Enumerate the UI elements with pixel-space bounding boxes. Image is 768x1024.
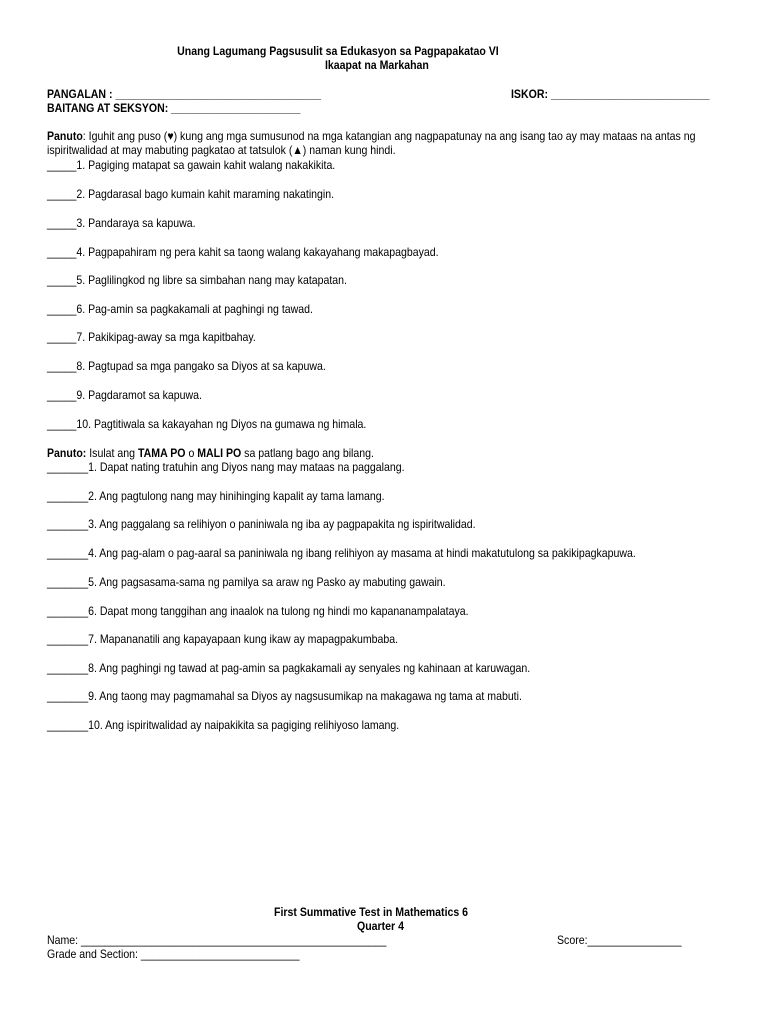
part1-item-2: _____2. Pagdarasal bago kumain kahit maraming nakatingin.	[47, 187, 335, 201]
part2-item-1: _______1. Dapat nating tratuhin ang Diyos nang may mataas na paggalang.	[47, 460, 405, 474]
part1-item-3: _____3. Pandaraya sa kapuwa.	[47, 216, 196, 230]
part2-instructions-label: Panuto:	[47, 446, 87, 460]
test-subtitle-text: Ikaapat na Markahan	[324, 58, 429, 72]
part1-item-10: _____10. Pagtitiwala sa kakayahan ng Diyos na gumawa ng himala.	[47, 417, 367, 431]
part1-item-1: _____1. Pagiging matapat sa gawain kahit walang nakakikita.	[47, 158, 336, 172]
test-title	[0, 44, 676, 58]
part2-text-after: sa patlang bago ang bilang.	[241, 446, 374, 460]
part1-instructions	[47, 129, 716, 157]
math-test-subtitle-text: Quarter 4	[357, 919, 405, 933]
part2-item-9: _______9. Ang taong may pagmamahal sa Diyos ay nagsusumikap na makagawa ng tama at mabuti.	[47, 689, 522, 703]
part2-text-before: Isulat ang	[86, 446, 138, 460]
part1-item-9: _____9. Pagdaramot sa kapuwa.	[47, 388, 202, 402]
score-field: ISKOR: ___________________________	[511, 87, 710, 101]
grade-section-field: BAITANG AT SEKSYON: ______________________	[47, 101, 301, 115]
part2-instructions	[47, 446, 374, 460]
math-test-title-text: First Summative Test in Mathematics 6	[273, 905, 468, 919]
part2-item-5: _______5. Ang pagsasama-sama ng pamilya sa araw ng Pasko ay mabuting gawain.	[47, 575, 446, 589]
part1-item-6: _____6. Pag-amin sa pagkakamali at paghingi ng tawad.	[47, 302, 313, 316]
math-test-title	[0, 905, 768, 919]
part2-item-6: _______6. Dapat mong tanggihan ang inaalok na tulong ng hindi mo kapananampalataya.	[47, 604, 469, 618]
part2-item-3: _______3. Ang paggalang sa relihiyon o paniniwala ng iba ay pagpapakita ng ispiritwalidad.	[47, 517, 476, 531]
part2-item-8: _______8. Ang paghingi ng tawad at pag-amin sa pagkakamali ay senyales ng kahinaan at karuwagan.	[47, 661, 531, 675]
math-name-field: Name: ____________________________________________________	[47, 933, 387, 947]
part2-item-7: _______7. Mapananatili ang kapayapaan kung ikaw ay mapagpakumbaba.	[47, 632, 399, 646]
part2-item-4: _______4. Ang pag-alam o pag-aaral sa paniniwala ng ibang relihiyon ay masama at hindi makatutulong sa pakikipagkapuwa.	[47, 546, 636, 560]
part2-item-2: _______2. Ang pagtulong nang may hinihinging kapalit ay tama lamang.	[47, 489, 385, 503]
part1-item-4: _____4. Pagpapahiram ng pera kahit sa taong walang kakayahang makapagbayad.	[47, 245, 439, 259]
part1-item-8: _____8. Pagtupad sa mga pangako sa Diyos at sa kapuwa.	[47, 359, 326, 373]
part1-instructions-label: Panuto	[47, 129, 83, 143]
name-field: PANGALAN : ___________________________________	[47, 87, 321, 101]
math-test-subtitle	[0, 919, 768, 933]
part2-item-10: _______10. Ang ispiritwalidad ay naipakikita sa pagiging relihiyoso lamang.	[47, 718, 400, 732]
math-score-field: Score:________________	[557, 933, 682, 947]
part1-item-7: _____7. Pakikipag-away sa mga kapitbahay.	[47, 330, 256, 344]
test-title-text: Unang Lagumang Pagsusulit sa Edukasyon sa Pagpapakatao VI	[177, 44, 499, 58]
part1-item-5: _____5. Paglilingkod ng libre sa simbahan nang may katapatan.	[47, 273, 347, 287]
part2-text-mid: o	[185, 446, 198, 460]
part2-mali-po: MALI PO	[197, 446, 242, 460]
part1-instructions-text: : Iguhit ang puso (♥) kung ang mga sumusunod na mga katangian ang nagpapatunay na ang isang tao ay may mataas na antas ng ispiritwalidad at may mabuting pagkatao at tatsulok (▲) naman kung hindi.	[47, 129, 696, 157]
part2-tama-po: TAMA PO	[137, 446, 186, 460]
test-subtitle	[0, 58, 768, 72]
math-grade-section-field: Grade and Section: ___________________________	[47, 947, 300, 961]
